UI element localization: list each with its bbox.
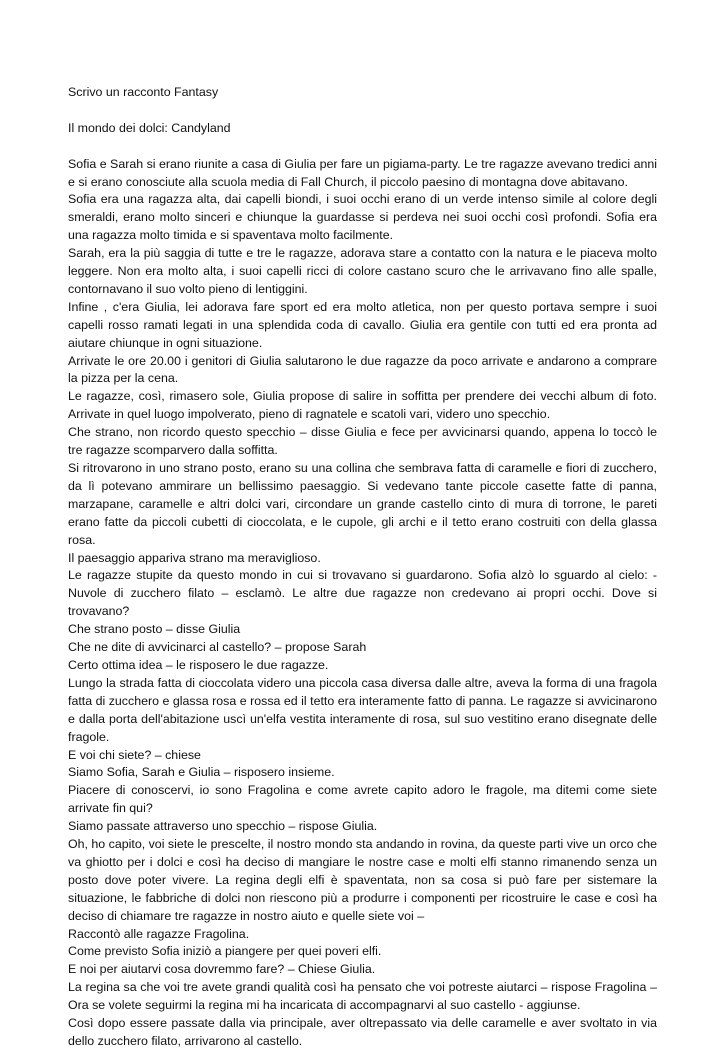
paragraph: Sarah, era la più saggia di tutte e tre le ragazze, adorava stare a contatto con la natura e le piaceva molto leggere. Non era molto alta, i suoi capelli ricci di colore castano scuro che le arrivavano fino alle spalle, contornavano il suo volto pieno di lentiggini. [68,246,657,296]
paragraph: E noi per aiutarvi cosa dovremmo fare? – Chiese Giulia. [68,962,376,977]
paragraph: Certo ottima idea – le risposero le due ragazze. [68,657,329,672]
paragraph: Le ragazze, così, rimasero sole, Giulia propose di salire in soffitta per prendere dei vecchi album di foto. Arrivate in quel luogo impolverato, pieno di ragnatele e scatoli vari, videro uno specchio. [68,389,657,422]
paragraph: Che strano posto – disse Giulia [68,622,241,637]
paragraph: Come previsto Sofia iniziò a piangere per quei poveri elfi. [68,944,382,959]
paragraph: Infine , c'era Giulia, lei adorava fare sport ed era molto atletica, non per questo portava sempre i suoi capelli rosso ramati legati in una splendida coda di cavallo. Giulia era gentile con tutti ed era pronta ad aiutare chiunque in ogni situazione. [68,299,657,350]
paragraph: Raccontò alle ragazze Fragolina. [68,926,250,941]
spacer [68,138,657,156]
paragraph: Oh, ho capito, voi siete le prescelte, il nostro mondo sta andando in rovina, da queste parti vive un orco che va ghiotto per i dolci e così ha deciso di mangiare le nostre case e molti elfi stanno rimanendo senza un posto dove poter vivere. La regina degli elfi è spaventata, non sa cosa si può fare per sistemare la situazione, le fabbriche di dolci non riescono più a produrre i componenti per ricostruire le case e così ha deciso di chiamare tre ragazze in nostro aiuto e quelle siete voi – [68,837,657,923]
paragraph: Siamo Sofia, Sarah e Giulia – risposero insieme. [68,765,335,780]
document-subtitle: Il mondo dei dolci: Candyland [68,120,231,135]
paragraph: Arrivate le ore 20.00 i genitori di Giulia salutarono le due ragazze da poco arrivate e andarono a comprare la pizza per la cena. [68,353,657,386]
paragraph: Si ritrovarono in uno strano posto, erano su una collina che sembrava fatta di caramelle e fiori di zucchero, da lì potevano ammirare un bellissimo paesaggio. Si vedevano tante piccole casette fatte di panna, marzapane, caramelle e altri dolci vari, circondare un grande castello cinto di mura di torrone, le pareti erano fatte da piccoli cubetti di cioccolata, e le cupole, gli archi e il tetto erano costruiti con della glassa rosa. [68,461,657,547]
paragraph: Sofia e Sarah si erano riunite a casa di Giulia per fare un pigiama-party. Le tre ragazze avevano tredici anni e si erano conosciute alla scuola media di Fall Church, il piccolo paesino di montagna dove abitavano. [68,156,657,189]
paragraph: Che ne dite di avvicinarci al castello? – propose Sarah [68,640,367,655]
paragraph: E voi chi siete? – chiese [68,747,201,762]
paragraph: La regina sa che voi tre avete grandi qualità così ha pensato che voi potreste aiutarci – rispose Fragolina – Ora se volete seguirmi la regina mi ha incaricata di accompagnarvi al suo castello - aggiunse. [68,980,657,1013]
paragraph: Il paesaggio appariva strano ma meraviglioso. [68,550,321,565]
paragraph: Le ragazze stupite da questo mondo in cui si trovavano si guardarono. Sofia alzò lo sguardo al cielo: - Nuvole di zucchero filato – esclamò. Le altre due ragazze non credevano ai propri occhi. Dove si trovavano? [68,568,657,619]
paragraph: Così dopo essere passate dalla via principale, aver oltrepassato via delle caramelle e aver svoltato in via dello zucchero filato, arrivarono al castello. [68,1016,657,1048]
paragraph: Siamo passate attraverso uno specchio – rispose Giulia. [68,819,378,834]
spacer [68,102,657,120]
paragraph: Piacere di conoscervi, io sono Fragolina e come avrete capito adoro le fragole, ma ditemi come siete arrivate fin qui? [68,783,657,816]
paragraph: Lungo la strada fatta di cioccolata videro una piccola casa diversa dalle altre, aveva la forma di una fragola fatta di zucchero e glassa rosa e rossa ed il tetto era interamente fatto di panna. Le ragazze si avvicinarono e dalla porta dell'abitazione uscì un'elfa vestita interamente di rosa, sul suo vestitino erano disegnate delle fragole. [68,675,657,744]
document-title: Scrivo un racconto Fantasy [68,85,219,99]
paragraph: Che strano, non ricordo questo specchio – disse Giulia e fece per avvicinarsi quando, appena lo toccò le tre ragazze scomparvero dalla soffitta. [68,425,657,458]
paragraph: Sofia era una ragazza alta, dai capelli biondi, i suoi occhi erano di un verde intenso simile al colore degli smeraldi, erano molto sinceri e chiunque la guardasse si perdeva nei suoi occhi così profondi. Sofia era una ragazza molto timida e si spaventava molto facilmente. [68,192,657,243]
story-body [68,156,657,1051]
